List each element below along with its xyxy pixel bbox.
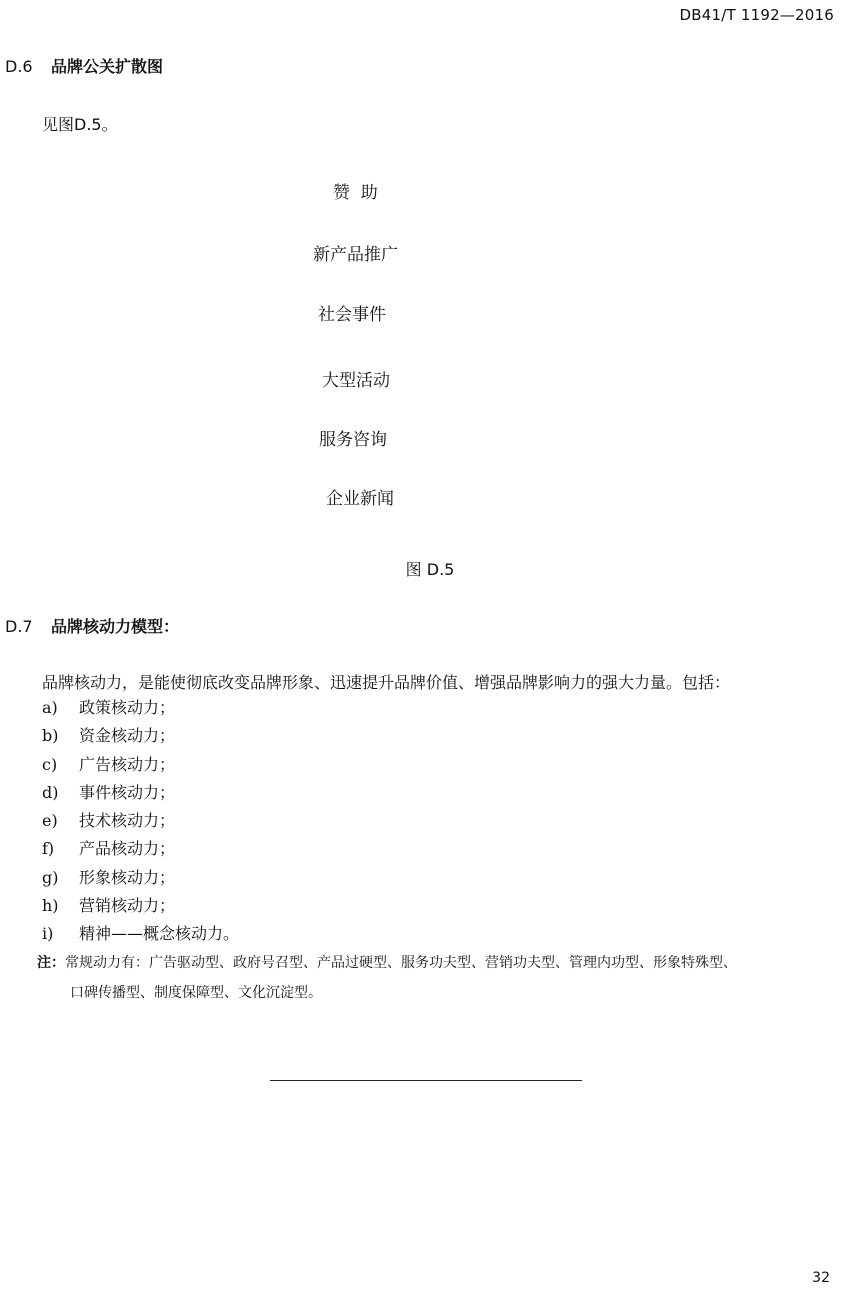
figure-caption: 图 D.5 (405, 560, 455, 579)
diagram-item-large-activities: 大型活动 (322, 371, 390, 391)
list-marker: f) (42, 839, 55, 859)
section-number: D.6 (5, 57, 33, 76)
list-item (42, 924, 239, 952)
list-text: 营销核动力； (79, 896, 176, 916)
end-rule-divider (270, 1080, 582, 1081)
list-item (42, 868, 239, 896)
list-marker: h) (42, 896, 59, 916)
list-text: 资金核动力； (79, 726, 176, 746)
list-marker: g) (42, 867, 59, 887)
page-number: 32 (812, 1270, 830, 1286)
list-text: 形象核动力； (79, 867, 176, 887)
list-text: 广告核动力； (79, 754, 176, 774)
diagram-item-company-news: 企业新闻 (326, 489, 394, 509)
list-text: 产品核动力； (79, 839, 176, 859)
list-marker: b) (42, 726, 59, 746)
list-marker: d) (42, 782, 59, 802)
list-item (42, 811, 239, 839)
section-heading-d6 (5, 54, 163, 77)
see-figure-text: 见图D.5。 (42, 115, 118, 134)
diagram-item-new-product-promotion: 新产品推广 (313, 245, 398, 265)
power-list (42, 698, 239, 953)
list-item (42, 783, 239, 811)
standard-code: DB41/T 1192—2016 (679, 6, 834, 24)
section-heading-d7 (5, 614, 179, 637)
note-label: 注： (37, 955, 65, 971)
intro-paragraph: 品牌核动力，是能使彻底改变品牌形象、迅速提升品牌价值、增强品牌影响力的强大力量。包括： (42, 673, 731, 692)
list-marker: i) (42, 924, 54, 944)
list-item (42, 896, 239, 924)
section-title: 品牌公关扩散图 (51, 57, 164, 76)
note-text: 常规动力有：广告驱动型、政府号召型、产品过硬型、服务功夫型、营销功夫型、管理内功型、形象特殊型、 (65, 955, 737, 971)
list-item (42, 726, 239, 754)
list-item (42, 755, 239, 783)
list-marker: c) (42, 754, 58, 774)
list-text: 事件核动力； (79, 782, 176, 802)
list-text: 政策核动力； (79, 698, 176, 717)
list-text: 精神——概念核动力。 (79, 924, 240, 944)
diagram-item-sponsorship: 赞 助 (333, 183, 378, 203)
list-text: 技术核动力； (79, 811, 176, 831)
diagram-item-social-events: 社会事件 (318, 305, 386, 325)
diagram-item-service-consulting: 服务咨询 (319, 430, 387, 450)
section-number: D.7 (5, 617, 33, 636)
note-line-1 (37, 952, 737, 972)
list-marker: e) (42, 811, 58, 831)
list-item (42, 839, 239, 867)
section-title: 品牌核动力模型： (51, 617, 180, 636)
list-item (42, 698, 239, 726)
list-marker: a) (42, 698, 58, 717)
note-line-2: 口碑传播型、制度保障型、文化沉淀型。 (70, 985, 322, 1001)
